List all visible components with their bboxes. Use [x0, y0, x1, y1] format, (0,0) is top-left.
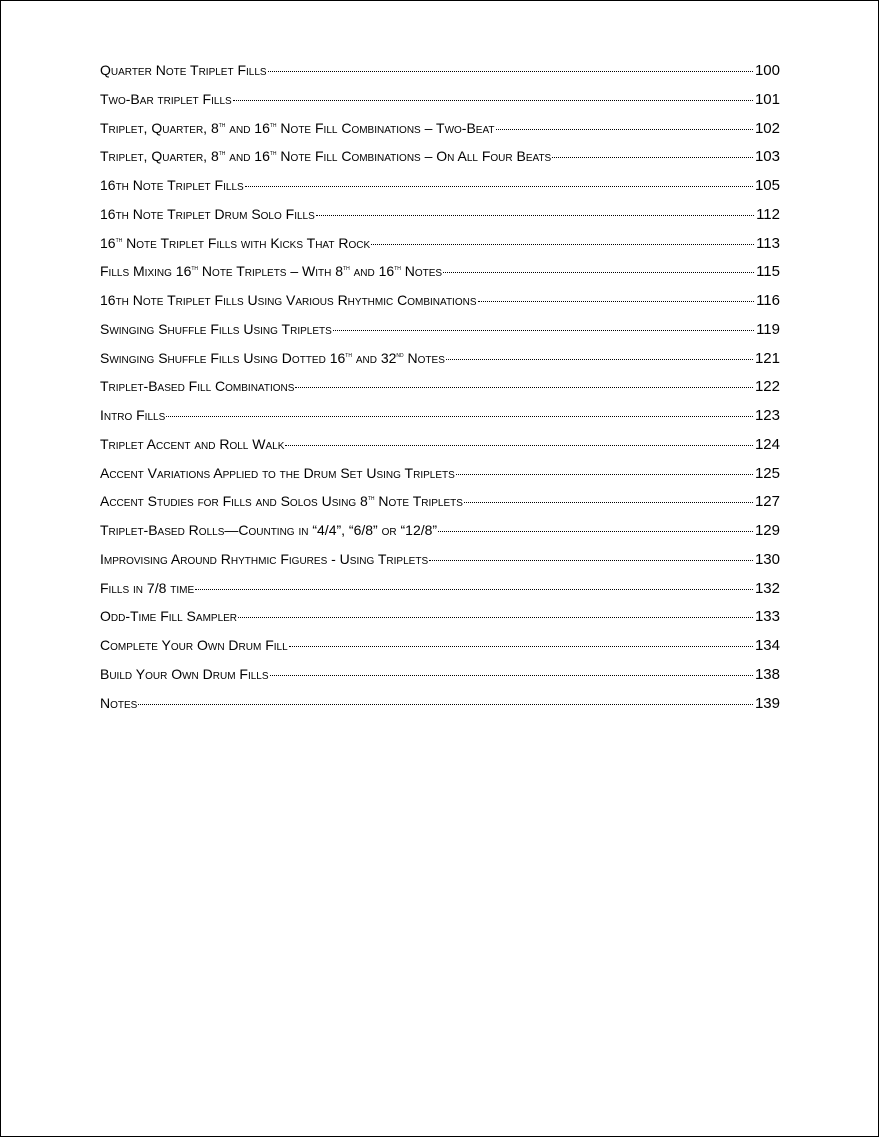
- toc-title-text: Triplet-Based Rolls—Counting in “4/4”, “6/8” or “12/8”: [100, 522, 438, 538]
- toc-title-text: and 16: [349, 263, 395, 280]
- toc-entry-title: [100, 689, 137, 718]
- toc-title-text: Fills Mixing 16: [100, 263, 192, 280]
- toc-title-text: Triplet, Quarter, 8: [100, 119, 219, 136]
- toc-entry[interactable]: [100, 689, 780, 718]
- dot-leader: [429, 560, 753, 561]
- toc-title-text: Intro Fills: [100, 407, 166, 423]
- dot-leader: [289, 646, 753, 647]
- dot-leader: [552, 157, 753, 158]
- toc-page-number: 123: [754, 407, 780, 424]
- toc-entry[interactable]: [100, 257, 780, 286]
- toc-title-text: Improvising Around Rhythmic Figures - Using Triplets: [100, 550, 429, 567]
- toc-page-number: 102: [754, 119, 780, 137]
- toc-page-number: 129: [754, 522, 780, 539]
- toc-page-number: 127: [754, 493, 780, 511]
- toc-entry[interactable]: [100, 56, 780, 85]
- toc-title-text: 16th Note Triplet Fills: [100, 177, 244, 193]
- toc-entry-title: [100, 487, 463, 516]
- toc-entry-title: [100, 56, 267, 85]
- dot-leader: [464, 502, 753, 503]
- toc-page-number: 101: [754, 90, 780, 108]
- toc-entry[interactable]: [100, 430, 780, 459]
- toc-page-number: 115: [756, 263, 780, 281]
- toc-page-number: 100: [754, 62, 780, 79]
- toc-title-text: Build Your Own Drum Fills: [100, 665, 269, 682]
- toc-title-text: Accent Variations Applied to the Drum Set Using Triplets: [100, 464, 455, 481]
- toc-title-text: Swinging Shuffle Fills Using Triplets: [100, 320, 332, 337]
- dot-leader: [371, 244, 754, 245]
- toc-entry[interactable]: [100, 545, 780, 574]
- dot-leader: [138, 704, 753, 705]
- toc-title-text: Note Fill Combinations – Two-Beat: [276, 119, 495, 136]
- toc-entry[interactable]: [100, 631, 780, 660]
- toc-entry-title: [100, 660, 269, 689]
- toc-title-superscript: th: [218, 121, 226, 129]
- toc-entry[interactable]: [100, 459, 780, 488]
- toc-page-number: 121: [754, 349, 780, 367]
- toc-title-superscript: th: [343, 265, 350, 273]
- toc-page-number: 132: [754, 579, 780, 597]
- toc-title-superscript: th: [394, 265, 401, 273]
- toc-page-number: 130: [754, 550, 780, 568]
- toc-entry[interactable]: [100, 602, 780, 631]
- toc-entry[interactable]: [100, 344, 780, 373]
- toc-title-superscript: th: [191, 265, 199, 273]
- toc-entry[interactable]: [100, 200, 780, 229]
- toc-title-text: Note Triplets – With 8: [198, 263, 344, 280]
- toc-page-number: 112: [756, 205, 780, 223]
- toc-entry[interactable]: [100, 401, 780, 430]
- toc-page-number: 125: [754, 464, 780, 482]
- toc-entry-title: [100, 229, 370, 258]
- toc-entry[interactable]: [100, 574, 780, 603]
- toc-entry[interactable]: [100, 286, 780, 315]
- toc-entry-title: [100, 372, 294, 401]
- dot-leader: [446, 359, 753, 360]
- dot-leader: [270, 675, 753, 676]
- toc-title-text: Notes: [100, 694, 138, 711]
- toc-entry-title: [100, 344, 445, 373]
- toc-title-text: Swinging Shuffle Fills Using Dotted 16: [100, 349, 346, 366]
- toc-title-text: 16th Note Triplet Fills Using Various Rhythmic Combinations: [100, 292, 477, 308]
- dot-leader: [233, 100, 753, 101]
- toc-title-text: and 16: [225, 119, 270, 136]
- toc-entry-title: [100, 545, 428, 574]
- dot-leader: [166, 416, 753, 417]
- toc-entry-title: [100, 401, 165, 430]
- toc-title-text: Fills in 7/8 time: [100, 579, 195, 596]
- toc-entry-title: [100, 257, 442, 286]
- toc-page-number: 119: [756, 320, 780, 338]
- toc-page-number: 113: [756, 234, 780, 252]
- dot-leader: [456, 474, 753, 475]
- toc-entry[interactable]: [100, 171, 780, 200]
- toc-title-text: Quarter Note Triplet Fills: [100, 62, 267, 78]
- toc-page-number: 105: [754, 177, 780, 194]
- toc-title-superscript: th: [345, 351, 352, 359]
- toc-entry-title: [100, 631, 288, 660]
- dot-leader: [438, 531, 753, 532]
- toc-title-text: Triplet Accent and Roll Walk: [100, 435, 285, 452]
- toc-title-superscript: th: [269, 121, 277, 129]
- toc-entry-title: [100, 430, 284, 459]
- dot-leader: [268, 71, 753, 72]
- toc-title-text: Triplet, Quarter, 8: [100, 148, 219, 165]
- toc-entry[interactable]: [100, 229, 780, 258]
- toc-title-superscript: th: [115, 236, 123, 244]
- toc-entry-title: [100, 171, 244, 200]
- toc-title-superscript: nd: [396, 351, 404, 359]
- toc-entry-title: [100, 574, 194, 603]
- toc-title-superscript: th: [367, 495, 375, 503]
- toc-title-text: Triplet-Based Fill Combinations: [100, 378, 295, 395]
- toc-page-number: 134: [754, 637, 780, 654]
- toc-entry-title: [100, 315, 332, 344]
- toc-entry-title: [100, 85, 232, 114]
- toc-title-text: Note Fill Combinations – On All Four Beats: [276, 148, 552, 165]
- toc-entry-title: [100, 114, 495, 143]
- dot-leader: [238, 617, 753, 618]
- toc-entry-title: [100, 286, 477, 315]
- toc-entry[interactable]: [100, 315, 780, 344]
- dot-leader: [496, 129, 753, 130]
- toc-entry-title: [100, 459, 455, 488]
- toc-entry-title: [100, 602, 237, 631]
- dot-leader: [443, 272, 754, 273]
- toc-title-text: and 16: [225, 148, 270, 165]
- toc-entry[interactable]: [100, 487, 780, 516]
- dot-leader: [333, 330, 754, 331]
- toc-title-superscript: th: [269, 150, 277, 158]
- toc-title-text: Notes: [400, 263, 443, 280]
- toc-page-number: 124: [754, 435, 780, 453]
- dot-leader: [295, 387, 753, 388]
- toc-entry[interactable]: [100, 142, 780, 171]
- toc-title-text: Odd-Time Fill Sampler: [100, 608, 238, 625]
- toc-title-text: Accent Studies for Fills and Solos Using 8: [100, 493, 368, 510]
- toc-title-text: Complete Your Own Drum Fill: [100, 637, 288, 653]
- toc-entry[interactable]: [100, 516, 780, 545]
- toc-page-number: 122: [754, 378, 780, 396]
- toc-page-number: 116: [756, 292, 780, 309]
- toc-entry-title: [100, 200, 315, 229]
- toc-page-number: 139: [754, 694, 780, 712]
- toc-page-number: 103: [754, 148, 780, 166]
- dot-leader: [478, 301, 755, 302]
- toc-entry[interactable]: [100, 372, 780, 401]
- dot-leader: [195, 589, 753, 590]
- table-of-contents: [100, 56, 780, 717]
- toc-entry[interactable]: [100, 85, 780, 114]
- toc-title-text: 16th Note Triplet Drum Solo Fills: [100, 205, 315, 222]
- dot-leader: [245, 186, 753, 187]
- toc-entry-title: [100, 516, 437, 545]
- toc-entry[interactable]: [100, 660, 780, 689]
- toc-title-text: Note Triplet Fills with Kicks That Rock: [122, 234, 371, 251]
- dot-leader: [316, 215, 754, 216]
- toc-title-superscript: th: [218, 150, 226, 158]
- toc-entry[interactable]: [100, 114, 780, 143]
- toc-entry-title: [100, 142, 551, 171]
- toc-title-text: Note Triplets: [374, 493, 463, 510]
- dot-leader: [285, 445, 753, 446]
- toc-title-text: Notes: [403, 349, 445, 366]
- toc-title-text: and 32: [351, 349, 397, 366]
- toc-page-number: 133: [754, 608, 780, 626]
- toc-title-text: Two-Bar triplet Fills: [100, 90, 232, 107]
- toc-page-number: 138: [754, 665, 780, 683]
- toc-title-text: 16: [100, 234, 116, 251]
